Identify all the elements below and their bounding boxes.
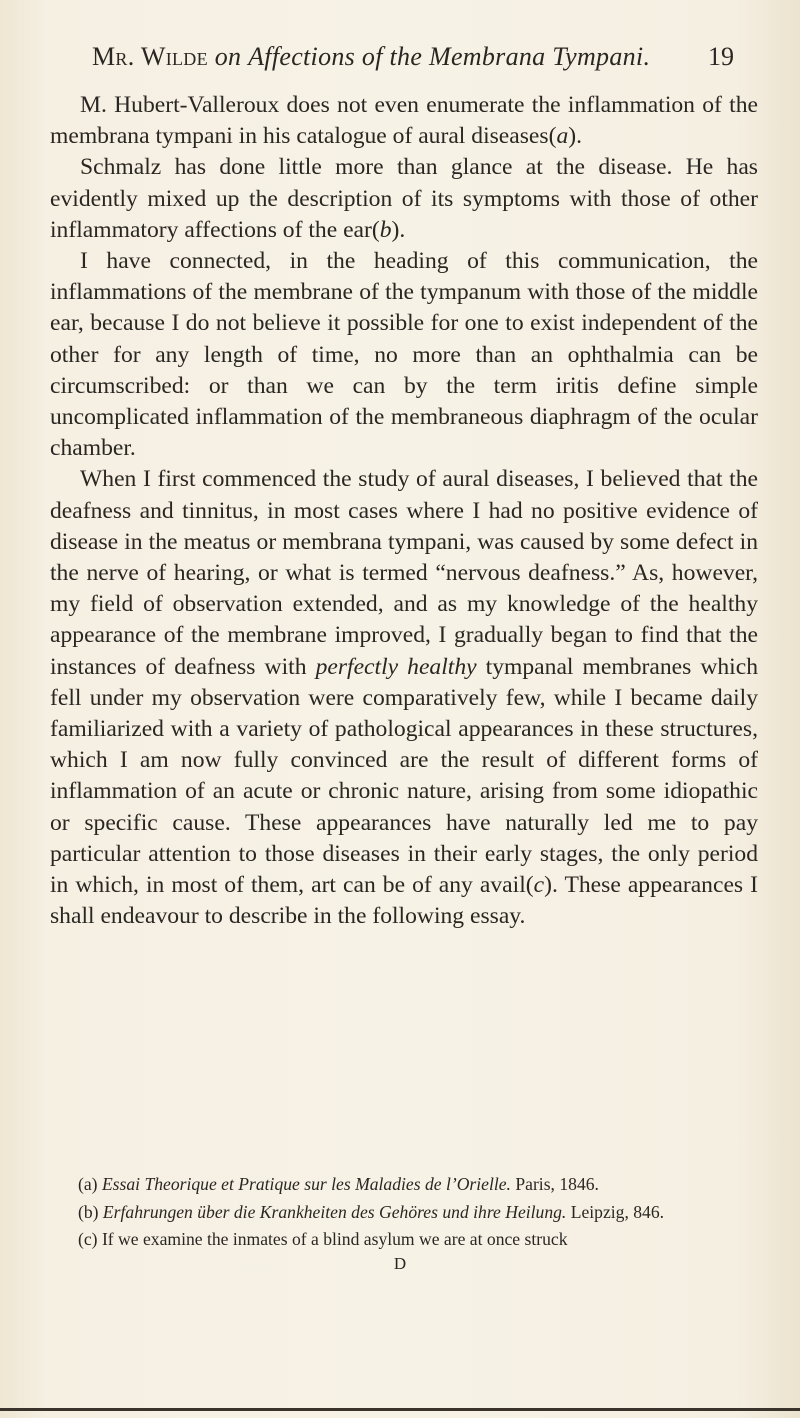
emphasis: perfectly healthy (315, 653, 477, 680)
body-text (50, 90, 758, 932)
footnote: (a) Essai Theorique et Pratique sur les Maladies de l’Orielle. Paris, 1846. (78, 1174, 599, 1194)
paragraph: Schmalz has done little more than glance at the disease. He has evidently mixed up the description of its symptoms with those of other inflammatory affections of the ear(b). (50, 154, 758, 243)
paragraph: M. Hubert-Valleroux does not even enumerate the inflammation of the membrana tympani in his catalogue of aural diseases(a). (50, 92, 758, 150)
footnotes (50, 1171, 758, 1254)
page-number: 19 (708, 42, 734, 71)
footnote-ref: a (556, 123, 569, 150)
footnote: (b) Erfahrungen über die Krankheiten des Gehöres und ihre Heilung. Leipzig, 846. (78, 1201, 665, 1222)
header-title: Affections of the Membrana Tympani. (248, 42, 651, 71)
footnote-ref: b (379, 216, 392, 243)
header-author: Mr. Wilde (92, 42, 208, 71)
footnote-marker: (a) (78, 1174, 98, 1194)
signature-mark: D (393, 1254, 407, 1273)
footnote: (c) If we examine the inmates of a blind asylum we are at once struck (78, 1229, 568, 1249)
footnote-marker: (b) (78, 1201, 99, 1222)
running-header (92, 40, 722, 74)
footnote-marker: (c) (78, 1229, 98, 1249)
paragraph: When I first commenced the study of aural diseases, I believed that the deafness and tinnitus, in most cases where I had no positive evidence of disease in the meatus or membrana tympani, was caused by some defect in the nerve of hearing, or what is termed “nervous deafness.” As, however, my field of observation extended, and as my knowledge of the healthy appearance of the membrane improved, I gradually began to find that the instances of deafness with perfectly healthy tympanal membranes which fell under my observation were comparatively few, while I became daily familiarized with a variety of pathological appearances in these structures, which I am now fully convinced are the result of different forms of inflammation of an acute or chronic nature, arising from some idiopathic or specific cause. These appearances have naturally led me to pay particular attention to those diseases in their early stages, the only period in which, in most of them, art can be of any avail(c). These appearances I shall endeavour to describe in the following essay. (50, 466, 758, 930)
footnote-ref: c (533, 872, 545, 899)
header-connector: on (214, 42, 242, 71)
paragraph: I have connected, in the heading of this communication, the inflammations of the membrane of the tympanum with those of the middle ear, because I do not believe it possible for one to exist independent of the other for any length of time, no more than an ophthalmia can be circumscribed: or than we can by the term iritis define simple uncomplicated inflammation of the membraneous diaphragm of the ocular chamber. (50, 248, 758, 462)
page-bottom-edge (0, 1408, 800, 1411)
